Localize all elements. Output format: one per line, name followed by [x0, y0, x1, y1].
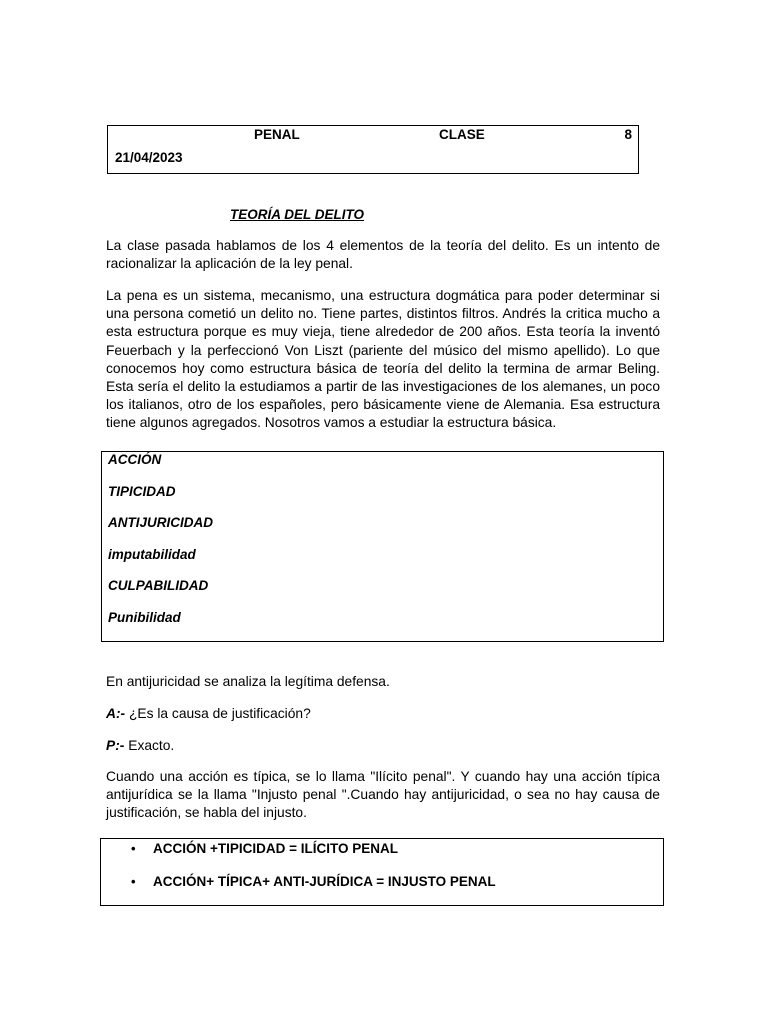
bullet-icon: • [131, 874, 136, 889]
class-label: CLASE [439, 127, 485, 142]
element-tipicidad: TIPICIDAD [108, 484, 176, 499]
document-title: TEORÍA DEL DELITO [230, 207, 365, 222]
header-box [107, 125, 639, 174]
paragraph-structure: La pena es un sistema, mecanismo, una estructura dogmática para poder determinar si una persona cometió un delito no. Tiene partes, distintos filtros. Andrés la critica mucho a esta estructura porque es muy vieja, tiene alrededor de 200 años. Esta teoría la inventó Feuerbach y la perfeccionó Von Liszt (pariente del músico del mismo apellido). Lo que conocemos hoy como estructura básica de teoría del delito la termina de armar Beling. Esta sería el delito la estudiamos a partir de las investigaciones de los alemanes, un poco los italianos, otro de los españoles, pero básicamente viene de Alemania. Esa estructura tiene algunos agregados. Nosotros vamos a estudiar la estructura básica. [106, 288, 660, 431]
element-imputabilidad: imputabilidad [108, 547, 196, 562]
question-line [106, 706, 311, 721]
element-accion: ACCIÓN [108, 452, 162, 467]
a-text: ¿Es la causa de justificación? [125, 706, 311, 721]
antijuricidad-line: En antijuricidad se analiza la legítima defensa. [106, 674, 390, 689]
element-punibilidad: Punibilidad [108, 610, 181, 625]
formula-ilicito-text: ACCIÓN +TIPICIDAD = ILÍCITO PENAL [153, 841, 399, 856]
class-number: 8 [624, 127, 632, 142]
bullet-icon: • [131, 841, 136, 856]
formula-box [100, 838, 664, 906]
p-text: Exacto. [124, 738, 175, 753]
element-culpabilidad: CULPABILIDAD [108, 578, 209, 593]
element-antijuricidad: ANTIJURICIDAD [108, 515, 214, 530]
subject-label: PENAL [254, 127, 300, 142]
paragraph-injusto: Cuando una acción es típica, se lo llama "Ilícito penal". Y cuando hay una acción típica antijurídica se la llama "Injusto penal ".Cuando hay antijuricidad, o sea no hay causa de justificación, se habla del injusto. [106, 769, 660, 821]
formula-ilicito [131, 841, 399, 856]
elements-box [101, 451, 664, 642]
date-label: 21/04/2023 [115, 150, 183, 165]
formula-injusto-text: ACCIÓN+ TÍPICA+ ANTI-JURÍDICA = INJUSTO PENAL [153, 874, 496, 889]
a-label: A:- [106, 706, 126, 721]
formula-injusto [131, 874, 496, 889]
answer-line [106, 738, 174, 753]
p-label: P:- [106, 738, 125, 753]
paragraph-intro: La clase pasada hablamos de los 4 elementos de la teoría del delito. Es un intento de racionalizar la aplicación de la ley penal. [106, 238, 660, 272]
